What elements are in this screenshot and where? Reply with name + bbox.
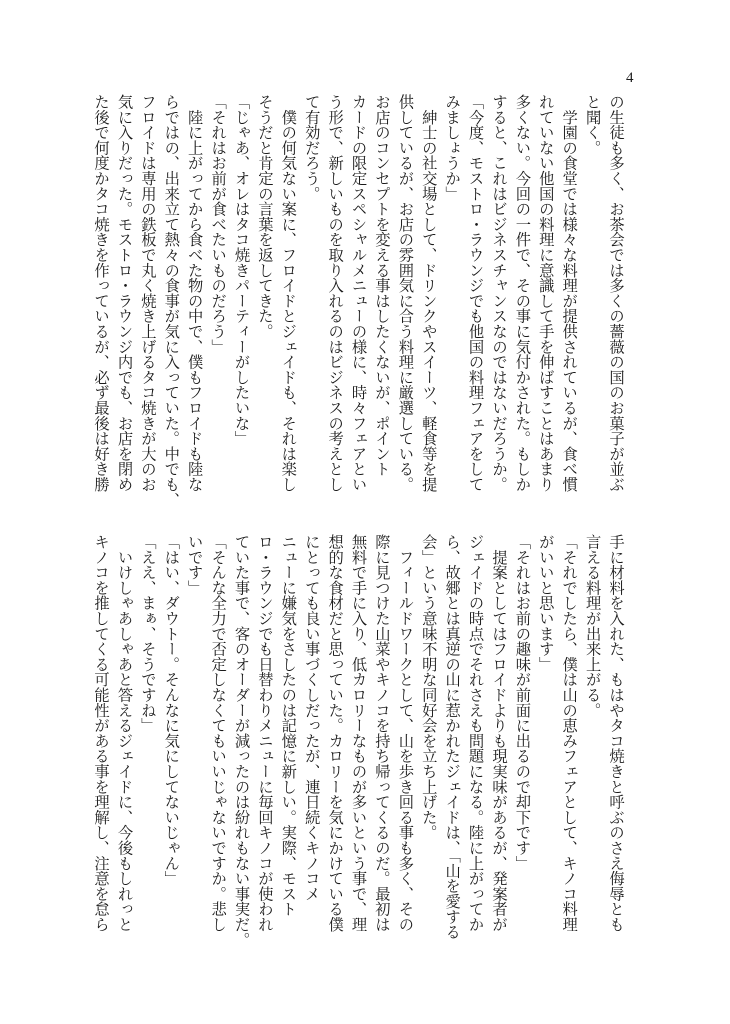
text-column: と聞く。	[583, 94, 602, 156]
text-column: た後で何度かタコ焼きを作っているが、必ず最後は好き勝	[92, 94, 111, 492]
text-column: 会」という意味不明な同好会を立ち上げた。	[419, 534, 438, 840]
text-column: 手に材料を入れた、もはやタコ焼きと呼ぶのさえ侮辱とも	[607, 534, 625, 932]
text-column: の生徒も多く、お茶会では多くの薔薇の国のお菓子が並ぶ	[607, 94, 625, 492]
text-column: フロイドは専用の鉄板で丸く焼き上げるタコ焼きが大のお	[138, 94, 157, 492]
text-column: ジェイドの時点でそれさえも問題になる。陸に上がってか	[466, 534, 485, 932]
text-column: 学園の食堂では様々な料理が提供されているが、食べ慣	[560, 94, 579, 492]
text-column: 「それはお前の趣味が前面に出るので却下です」	[513, 534, 532, 871]
text-column: 想的な食材だと思っていた。カロリーを気にかけている僕	[326, 534, 345, 932]
text-column: いです」	[185, 534, 204, 596]
text-column: らではの、出来立て熱々の食事が気に入っていた。中でも、	[162, 94, 181, 508]
text-block-top	[89, 94, 627, 508]
text-column: いけしゃあしゃあと答えるジェイドに、今後もしれっと	[115, 534, 134, 932]
text-column: 「じゃあ、オレはタコ焼きパーティーがしたいな」	[232, 94, 251, 446]
text-column: 言える料理が出来上がる。	[583, 534, 602, 718]
text-column: すると、これはビジネスチャンスなのではないだろうか。	[489, 94, 508, 492]
text-column: 「はい、ダウトー。そんなに気にしてないじゃん」	[162, 534, 181, 886]
text-column: う形で、新しいものを取り入れるのはビジネスの考えとし	[326, 94, 345, 492]
text-column: 無料で手に入り、低カロリーなものが多いという事で、理	[349, 534, 368, 932]
text-column: 陸に上がってから食べた物の中で、僕もフロイドも陸な	[185, 94, 204, 492]
text-column: 紳士の社交場として、ドリンクやスイーツ、軽食等を提	[419, 94, 438, 492]
text-column: キノコを推してくる可能性がある事を理解し、注意を怠ら	[92, 534, 111, 932]
text-column: 「ええ、まぁ、そうですね」	[138, 534, 157, 733]
text-block-bottom	[89, 534, 627, 948]
text-column: ニューに嫌気をさしたのは記憶に新しい。実際、モスト	[279, 534, 298, 917]
text-column: 提案としてはフロイドよりも現実味があるが、発案者が	[489, 534, 508, 932]
text-column: ていた事で、客のオーダーが減ったのは紛れもない事実だ。	[232, 534, 251, 948]
text-column: がいいと思います」	[536, 534, 555, 672]
text-column: お店のコンセプトを変える事はしたくないが、ポイント	[372, 94, 391, 477]
text-column: れていない他国の料理に意識して手を伸ばすことはあまり	[536, 94, 555, 492]
text-column: 気に入りだった。モストロ・ラウンジ内でも、お店を閉め	[115, 94, 134, 492]
text-column: にとっても良い事づくしだったが、連日続くキノコメ	[302, 534, 321, 902]
page-number: 4	[626, 70, 634, 86]
text-column: 「それでしたら、僕は山の恵みフェアとして、キノコ料理	[560, 534, 579, 932]
text-column: 「それはお前が食べたいものだろう」	[209, 94, 228, 355]
text-column: みましょうか」	[443, 94, 462, 202]
text-column: 多くない。今回の一件で、その事に気付かされた。もしか	[513, 94, 532, 492]
text-column: て有効だろう。	[302, 94, 321, 202]
text-column: フィールドワークとして、山を歩き回る事も多く、その	[396, 534, 415, 932]
text-column: 供しているが、お店の雰囲気に合う料理に厳選している。	[396, 94, 415, 492]
text-column: 際に見つけた山菜やキノコを持ち帰ってくるのだ。最初は	[372, 534, 391, 932]
text-column: 僕の何気ない案に、フロイドとジェイドも、それは楽し	[279, 94, 298, 492]
text-column: ら、故郷とは真逆の山に惹かれたジェイドは、「山を愛する	[443, 534, 462, 940]
text-column: 「今度、モストロ・ラウンジでも他国の料理フェアをして	[466, 94, 485, 492]
text-column: ロ・ラウンジでも日替わりメニューに毎回キノコが使われ	[255, 534, 274, 932]
text-column: カードの限定スペシャルメニューの様に、時々フェアとい	[349, 94, 368, 492]
text-column: そうだと肯定の言葉を返してきた。	[255, 94, 274, 339]
text-column: 「そんな全力で否定しなくてもいいじゃないですか。悲し	[209, 534, 228, 932]
